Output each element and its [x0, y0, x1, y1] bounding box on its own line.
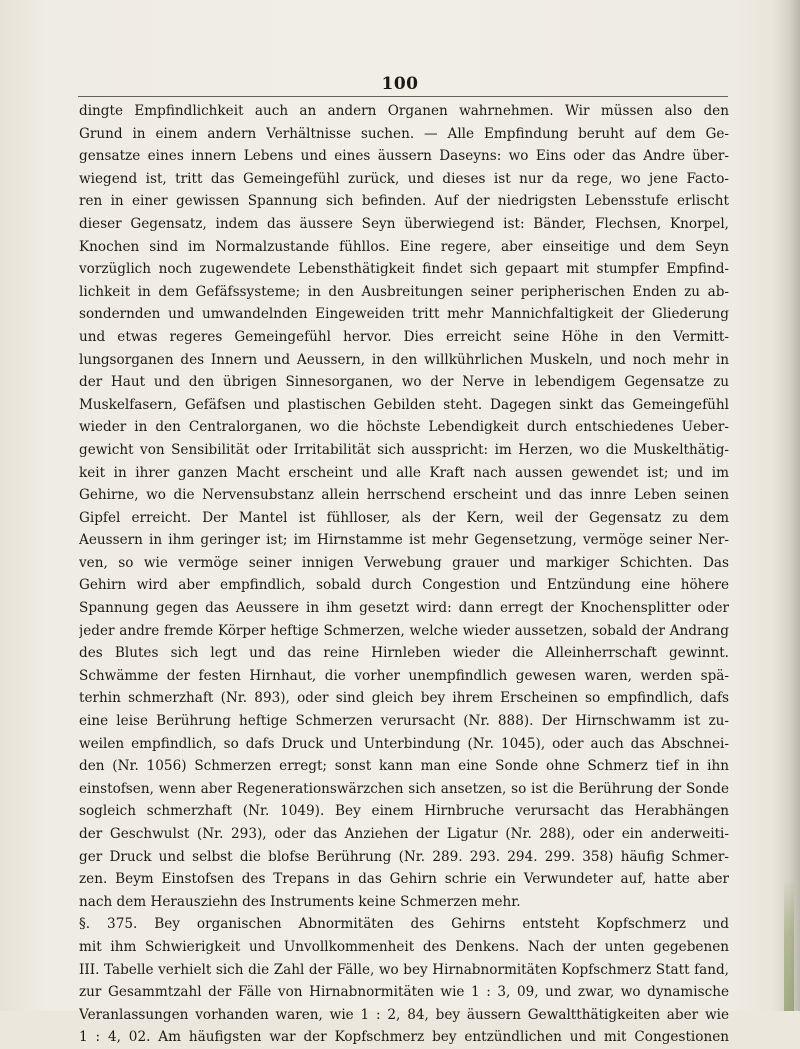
header-rule — [78, 96, 728, 97]
page-edge-stain — [784, 880, 794, 1011]
text-line: vorzüglich noch zugewendete Lebensthätigkeit findet sich gepaart mit stumpfer Empfind- — [79, 261, 729, 278]
text-line: ren in einer gewissen Spannung sich befinden. Auf der niedrigsten Lebensstufe erlischt — [79, 193, 729, 210]
text-line: eine leise Berührung heftige Schmerzen verursacht (Nr. 888). Der Hirnschwamm ist zu- — [79, 713, 729, 730]
body-text — [79, 100, 729, 1049]
text-line: gewicht von Sensibilität oder Irritabilität sich ausspricht: im Herzen, wo die Muskelthätig- — [79, 441, 729, 458]
text-line: der Haut und den übrigen Sinnesorganen, wo der Nerve in lebendigem Gegensatze zu — [79, 374, 729, 391]
text-line: Veranlassungen vorhanden waren, wie 1 : 2, 84, bey äussern Gewaltthätigkeiten aber wie — [79, 1006, 729, 1023]
text-line: einstofsen, wenn aber Regenerationswärzchen sich ansetzen, so ist die Berührung der Sonde — [79, 780, 729, 797]
text-line: der Geschwulst (Nr. 293), oder das Anziehen der Ligatur (Nr. 288), oder ein anderweiti- — [79, 826, 729, 842]
text-line: den (Nr. 1056) Schmerzen erregt; sonst kann man eine Sonde ohne Schmerz tief in ihn — [79, 758, 729, 775]
text-line: Gehirn wird aber empfindlich, sobald durch Congestion und Entzündung eine höhere — [79, 577, 729, 594]
text-line: des Blutes sich legt und das reine Hirnleben wieder die Alleinherrschaft gewinnt. — [79, 645, 729, 662]
text-line: lichkeit in dem Gefäfssysteme; in den Ausbreitungen seiner peripherischen Enden zu ab- — [79, 283, 729, 300]
text-line: Muskelfasern, Gefäfsen und plastischen Gebilden steht. Dagegen sinkt das Gemeingefühl — [79, 396, 729, 413]
text-line: wiegend ist, tritt das Gemeingefühl zurück, und dieses ist nur da rege, wo jene Facto- — [79, 170, 729, 187]
text-line: wieder in den Centralorganen, wo die höchste Lebendigkeit durch entschiedenes Ueber- — [79, 419, 729, 436]
text-line: gensatze eines innern Lebens und eines äussern Daseyns: wo Eins oder das Andre über- — [79, 148, 729, 165]
text-line: nach dem Herausziehn des Instruments keine Schmerzen mehr. — [79, 893, 521, 910]
text-line: §. 375. Bey organischen Abnormitäten des Gehirns entsteht Kopfschmerz und — [79, 916, 729, 933]
text-line: zen. Beym Einstofsen des Trepans in das Gehirn schrie ein Verwundeter auf, hatte aber — [79, 871, 729, 888]
text-line: Schwämme der festen Hirnhaut, die vorher unempfindlich gewesen waren, werden spä- — [79, 667, 729, 684]
text-line: und etwas regeres Gemeingefühl hervor. Dies erreicht seine Höhe in den Vermitt- — [79, 328, 729, 345]
text-line: weilen empfindlich, so dafs Druck und Unterbindung (Nr. 1045), oder auch das Abschnei- — [79, 735, 729, 752]
text-line: ger Druck und selbst die blofse Berührung (Nr. 289. 293. 294. 299. 358) häufig Schmer- — [79, 848, 729, 865]
page-edge-shadow — [774, 0, 800, 1011]
text-line: Spannung gegen das Aeussere in ihm gesetzt wird: dann erregt der Knochensplitter oder — [79, 600, 729, 617]
text-line: Gehirne, wo die Nervensubstanz allein herrschend erscheint und das innre Leben seinen — [79, 487, 729, 504]
text-line: III. Tabelle verhielt sich die Zahl der Fälle, wo bey Hirnabnormitäten Kopfschmerz Statt fand, — [79, 961, 729, 978]
text-line: Grund in einem andern Verhältnisse suchen. — Alle Empfindung beruht auf dem Ge- — [79, 125, 729, 142]
text-line: Aeussern in ihm geringer ist; im Hirnstamme ist mehr Gegensetzung, vermöge seiner Ner- — [79, 532, 729, 549]
text-line: sogleich schmerzhaft (Nr. 1049). Bey einem Hirnbruche verursacht das Herabhängen — [79, 803, 729, 820]
text-line: lungsorganen des Innern und Aeussern, in den willkührlichen Muskeln, und noch mehr in — [79, 351, 729, 368]
text-line: sondernden und umwandelnden Eingeweiden tritt mehr Mannichfaltigkeit der Gliederung — [79, 306, 729, 323]
text-line: 1 : 4, 02. Am häufigsten war der Kopfschmerz bey entzündlichen und mit Congestionen — [79, 1029, 729, 1046]
text-line: mit ihm Schwierigkeit und Unvollkommenheit des Denkens. Nach der unten gegebenen — [79, 938, 729, 955]
text-line: dingte Empfindlichkeit auch an andern Organen wahrnehmen. Wir müssen also den — [79, 103, 729, 119]
text-line: zur Gesammtzahl der Fälle von Hirnabnormitäten wie 1 : 3, 09, und zwar, wo dynamische — [79, 984, 729, 1001]
text-line: ven, so wie vermöge seiner innigen Verwebung grauer und markiger Schichten. Das — [79, 554, 729, 571]
text-line: keit in ihrer ganzen Macht erscheint und alle Kraft nach aussen gewendet ist; und im — [79, 464, 729, 481]
text-line: dieser Gegensatz, indem das äussere Seyn überwiegend ist: Bänder, Flechsen, Knorpel, — [79, 215, 729, 232]
text-line: Knochen sind im Normalzustande fühllos. Eine regere, aber einseitige und dem Seyn — [79, 238, 729, 255]
page-number: 100 — [381, 74, 419, 94]
text-line: Gipfel erreicht. Der Mantel ist fühlloser, als der Kern, weil der Gegensatz zu dem — [79, 509, 729, 526]
text-line: terhin schmerzhaft (Nr. 893), oder sind gleich bey ihrem Erscheinen so empfindlich, dafs — [79, 690, 729, 707]
text-line: jeder andre fremde Körper heftige Schmerzen, welche wieder aussetzen, sobald der Andrang — [79, 622, 729, 639]
